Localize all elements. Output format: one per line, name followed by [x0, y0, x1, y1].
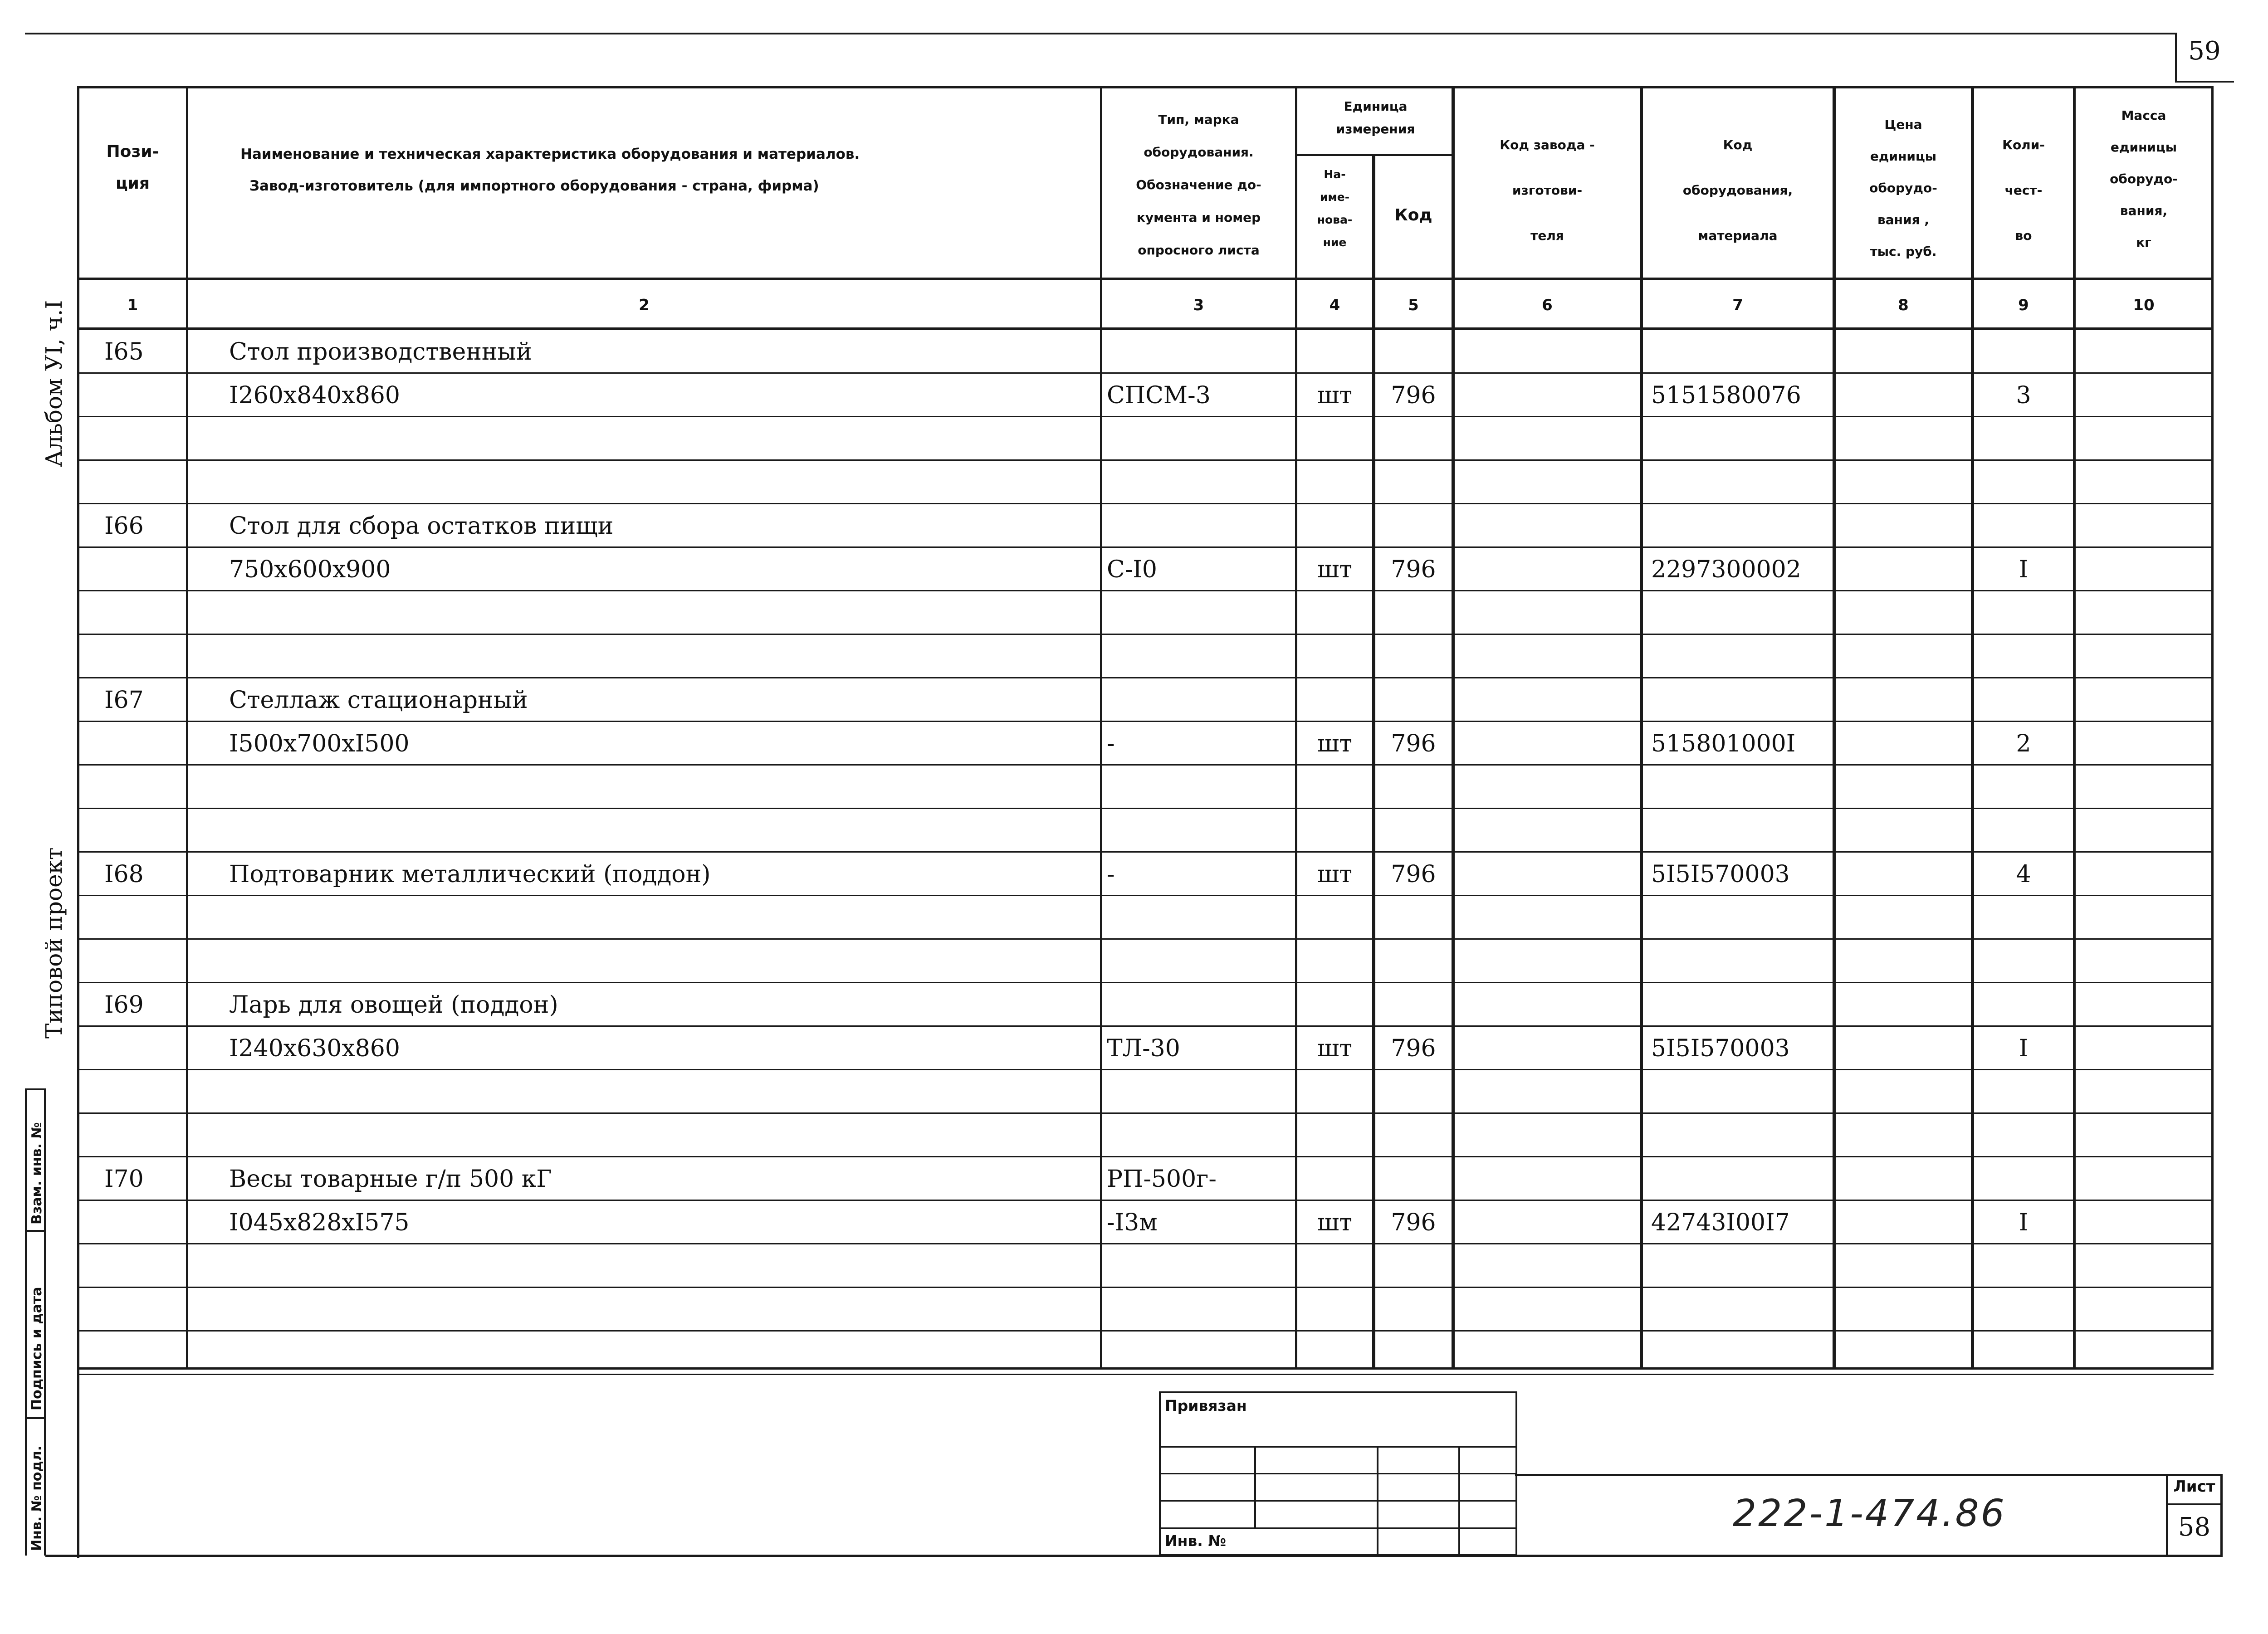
- cell-equip-code: [1651, 1114, 1833, 1157]
- cell-qty: [1974, 461, 2073, 504]
- colnum-6: 6: [1542, 296, 1553, 314]
- stamp-vline-3: [1458, 1446, 1460, 1556]
- cell-type: С-I0: [1107, 556, 1157, 583]
- top-border: [25, 33, 2177, 34]
- cell-name: Ларь для овощей (поддон): [229, 991, 558, 1019]
- cell-code: [1375, 417, 1452, 461]
- cell-pos: [104, 1070, 186, 1114]
- cell-unit: [1297, 809, 1372, 853]
- colnum-8: 8: [1898, 296, 1909, 314]
- sheet-number: 58: [2178, 1512, 2211, 1542]
- cell-unit: шт: [1317, 730, 1353, 757]
- cell-equip-code: 42743I00I7: [1651, 1209, 1790, 1236]
- col-divider-4: [1372, 154, 1375, 1370]
- sidebar-stamp-1: Взам. инв. №: [29, 1122, 45, 1224]
- cell-unit: шт: [1317, 382, 1353, 409]
- cell-type: -I3м: [1107, 1209, 1158, 1236]
- cell-code: [1375, 983, 1452, 1027]
- cell-name: [229, 591, 1091, 635]
- cell-pos: I66: [104, 512, 144, 540]
- cell-code: [1375, 1244, 1452, 1288]
- cell-type: [1107, 1070, 1293, 1114]
- bottom-frame-left: [77, 1367, 79, 1558]
- cell-equip-code: [1651, 1244, 1833, 1288]
- cell-unit: [1297, 1114, 1372, 1157]
- cell-pos: [104, 417, 186, 461]
- cell-unit: [1297, 1244, 1372, 1288]
- header-col10: Масса единицы оборудо- вания, кг: [2110, 108, 2178, 250]
- cell-equip-code: 515801000I: [1651, 730, 1796, 757]
- cell-pos: [104, 1201, 186, 1244]
- cell-qty: [1974, 678, 2073, 722]
- header-col4: На- име- нова- ние: [1317, 168, 1353, 249]
- cell-unit: [1297, 417, 1372, 461]
- colnum-10: 10: [2133, 296, 2155, 314]
- cell-pos: [104, 722, 186, 766]
- cell-unit: шт: [1317, 861, 1353, 888]
- cell-name: [229, 766, 1091, 809]
- cell-equip-code: [1651, 417, 1833, 461]
- cell-type: [1107, 678, 1293, 722]
- cell-code: [1375, 591, 1452, 635]
- cell-name: [229, 1332, 1091, 1375]
- cell-unit: [1297, 1288, 1372, 1332]
- cell-pos: I68: [104, 861, 144, 888]
- stamp-line-4: [1159, 1527, 1517, 1529]
- cell-name: [229, 896, 1091, 940]
- cell-name: [229, 461, 1091, 504]
- header-col3: Тип, марка оборудования. Обозначение до- кумента и номер опросного листа: [1136, 112, 1261, 258]
- cell-code: [1375, 1288, 1452, 1332]
- cell-type: [1107, 417, 1293, 461]
- cell-name: [229, 1288, 1091, 1332]
- cell-code: [1375, 896, 1452, 940]
- cell-pos: [104, 1244, 186, 1288]
- sidebar-project: Типовой проект: [41, 847, 67, 1039]
- colnum-7: 7: [1732, 296, 1743, 314]
- cell-type: СПСМ-3: [1107, 382, 1211, 409]
- cell-pos: I69: [104, 991, 144, 1019]
- cell-equip-code: [1651, 635, 1833, 678]
- cell-code: 796: [1391, 1209, 1436, 1236]
- cell-type: -: [1107, 861, 1115, 888]
- stamp-vline-2: [1377, 1446, 1378, 1556]
- stamp-bound-label: Привязан: [1165, 1397, 1247, 1415]
- bottom-frame-base: [45, 1555, 2223, 1557]
- sheet-label: Лист: [2173, 1478, 2215, 1496]
- cell-equip-code: [1651, 330, 1833, 374]
- stamp-inv-label: Инв. №: [1165, 1532, 1227, 1550]
- cell-name: [229, 809, 1091, 853]
- cell-pos: [104, 548, 186, 591]
- cell-pos: [104, 1027, 186, 1070]
- header-unit-group: Единица измерения: [1336, 99, 1415, 137]
- cell-equip-code: [1651, 591, 1833, 635]
- cell-pos: I65: [104, 338, 144, 366]
- cell-unit: [1297, 591, 1372, 635]
- cell-qty: 2: [2016, 730, 2031, 757]
- header-col1: Пози- ция: [106, 142, 159, 193]
- cell-type: [1107, 983, 1293, 1027]
- cell-equip-code: 5I5I570003: [1651, 861, 1790, 888]
- cell-unit: [1297, 766, 1372, 809]
- colnum-4: 4: [1329, 296, 1340, 314]
- sheet-box-sep: [2166, 1503, 2223, 1505]
- cell-equip-code: [1651, 1332, 1833, 1375]
- cell-type: [1107, 1244, 1293, 1288]
- sidebar-album: Альбом УI, ч.I: [41, 300, 67, 467]
- cell-qty: I: [2019, 1209, 2028, 1236]
- cell-equip-code: [1651, 1070, 1833, 1114]
- document-code: 222-1-474.86: [1733, 1492, 2006, 1535]
- cell-pos: [104, 766, 186, 809]
- cell-name: I045x828xI575: [229, 1209, 410, 1236]
- stamp-line-3: [1159, 1500, 1517, 1502]
- colnum-3: 3: [1193, 296, 1204, 314]
- cell-name: [229, 940, 1091, 983]
- cell-qty: [1974, 1332, 2073, 1375]
- header-col8: Цена единицы оборудо- вания , тыс. руб.: [1869, 117, 1937, 259]
- cell-type: [1107, 461, 1293, 504]
- cell-equip-code: [1651, 678, 1833, 722]
- cell-unit: шт: [1317, 1035, 1353, 1062]
- cell-unit: [1297, 461, 1372, 504]
- colnum-1: 1: [127, 296, 138, 314]
- cell-name: [229, 417, 1091, 461]
- titleblock-top: [1515, 1474, 2223, 1476]
- cell-pos: [104, 809, 186, 853]
- cell-pos: I70: [104, 1166, 144, 1193]
- cell-type: [1107, 1114, 1293, 1157]
- cell-equip-code: [1651, 983, 1833, 1027]
- cell-unit: [1297, 1332, 1372, 1375]
- header-col2: Наименование и техническая характеристика оборудования и материалов. Завод-изготовитель (для импортного оборудования - страна, фирма): [240, 146, 860, 194]
- cell-qty: I: [2019, 556, 2028, 583]
- cell-equip-code: [1651, 940, 1833, 983]
- cell-code: 796: [1391, 861, 1436, 888]
- cell-type: [1107, 504, 1293, 548]
- cell-name: Стол производственный: [229, 338, 532, 366]
- cell-type: [1107, 1332, 1293, 1375]
- cell-qty: 3: [2016, 382, 2031, 409]
- header-col5: Код: [1394, 206, 1432, 224]
- cell-name: I240x630x860: [229, 1035, 400, 1062]
- cell-name: Подтоварник металлический (поддон): [229, 861, 711, 888]
- cell-equip-code: [1651, 809, 1833, 853]
- cell-qty: [1974, 1157, 2073, 1201]
- cell-type: [1107, 635, 1293, 678]
- cell-equip-code: [1651, 766, 1833, 809]
- sidebar-sep-2: [25, 1230, 45, 1232]
- cell-qty: [1974, 504, 2073, 548]
- cell-type: -: [1107, 730, 1115, 757]
- cell-code: [1375, 461, 1452, 504]
- cell-code: [1375, 1332, 1452, 1375]
- cell-name: Стол для сбора остатков пищи: [229, 512, 614, 540]
- cell-code: [1375, 1157, 1452, 1201]
- header-col9: Коли- чест- во: [2002, 137, 2045, 243]
- sidebar-frame-left: [25, 1088, 27, 1556]
- cell-type: [1107, 940, 1293, 983]
- sidebar-sep-1: [25, 1088, 45, 1090]
- cell-qty: [1974, 1070, 2073, 1114]
- cell-pos: [104, 940, 186, 983]
- cell-name: [229, 1244, 1091, 1288]
- cell-type: [1107, 591, 1293, 635]
- cell-unit: шт: [1317, 1209, 1353, 1236]
- cell-pos: [104, 1332, 186, 1375]
- cell-unit: [1297, 330, 1372, 374]
- colnum-2: 2: [639, 296, 650, 314]
- cell-code: [1375, 504, 1452, 548]
- cell-pos: [104, 635, 186, 678]
- cell-code: [1375, 635, 1452, 678]
- cell-qty: 4: [2016, 861, 2031, 888]
- cell-type: [1107, 809, 1293, 853]
- cell-code: 796: [1391, 382, 1436, 409]
- cell-qty: [1974, 983, 2073, 1027]
- bottom-frame-right: [2220, 1474, 2223, 1557]
- cell-name: [229, 635, 1091, 678]
- cell-name: Весы товарные г/п 500 кГ: [229, 1166, 552, 1193]
- cell-name: 750x600x900: [229, 556, 391, 583]
- cell-name: [229, 1114, 1091, 1157]
- cell-qty: [1974, 809, 2073, 853]
- cell-code: 796: [1391, 556, 1436, 583]
- cell-type: РП-500г-: [1107, 1166, 1217, 1193]
- header-bottom-line: [77, 278, 2214, 280]
- cell-pos: I67: [104, 687, 144, 714]
- page-number-top: 59: [2188, 36, 2221, 66]
- cell-code: 796: [1391, 1035, 1436, 1062]
- cell-equip-code: [1651, 896, 1833, 940]
- cell-code: [1375, 940, 1452, 983]
- cell-code: [1375, 1114, 1452, 1157]
- cell-name: I260x840x860: [229, 382, 400, 409]
- header-col7: Код оборудования, материала: [1682, 137, 1793, 243]
- cell-unit: [1297, 504, 1372, 548]
- cell-type: [1107, 766, 1293, 809]
- colnum-5: 5: [1408, 296, 1419, 314]
- cell-qty: [1974, 1288, 2073, 1332]
- cell-name: Стеллаж стационарный: [229, 687, 528, 714]
- cell-unit: [1297, 940, 1372, 983]
- cell-code: [1375, 766, 1452, 809]
- cell-equip-code: 2297300002: [1651, 556, 1801, 583]
- stamp-vline-1: [1254, 1446, 1256, 1527]
- unit-group-divider: [1295, 154, 1454, 156]
- cell-qty: [1974, 417, 2073, 461]
- cell-type: ТЛ-30: [1107, 1035, 1180, 1062]
- sidebar-stamp-3: Инв. № подл.: [29, 1445, 45, 1551]
- cell-qty: [1974, 591, 2073, 635]
- cell-type: [1107, 330, 1293, 374]
- cell-pos: [104, 1288, 186, 1332]
- cell-code: [1375, 678, 1452, 722]
- cell-pos: [104, 1114, 186, 1157]
- cell-pos: [104, 461, 186, 504]
- cell-code: [1375, 809, 1452, 853]
- cell-qty: [1974, 766, 2073, 809]
- sidebar-sep-3: [25, 1417, 45, 1419]
- cell-qty: [1974, 1244, 2073, 1288]
- stamp-line-1: [1159, 1446, 1517, 1448]
- cell-code: [1375, 1070, 1452, 1114]
- cell-qty: I: [2019, 1035, 2028, 1062]
- cell-unit: [1297, 678, 1372, 722]
- cell-unit: шт: [1317, 556, 1353, 583]
- cell-qty: [1974, 896, 2073, 940]
- cell-code: [1375, 330, 1452, 374]
- cell-name: I500x700xI500: [229, 730, 410, 757]
- cell-unit: [1297, 1070, 1372, 1114]
- cell-name: [229, 1070, 1091, 1114]
- cell-pos: [104, 374, 186, 417]
- cell-equip-code: 5I5I570003: [1651, 1035, 1790, 1062]
- colnum-9: 9: [2018, 296, 2029, 314]
- cell-pos: [104, 591, 186, 635]
- cell-type: [1107, 896, 1293, 940]
- cell-pos: [104, 896, 186, 940]
- cell-qty: [1974, 1114, 2073, 1157]
- cell-equip-code: [1651, 461, 1833, 504]
- stamp-line-2: [1159, 1473, 1517, 1474]
- cell-equip-code: [1651, 1157, 1833, 1201]
- cell-type: [1107, 1288, 1293, 1332]
- cell-unit: [1297, 1157, 1372, 1201]
- cell-unit: [1297, 983, 1372, 1027]
- cell-unit: [1297, 635, 1372, 678]
- cell-qty: [1974, 330, 2073, 374]
- cell-code: 796: [1391, 730, 1436, 757]
- cell-unit: [1297, 896, 1372, 940]
- sidebar-stamp-2: Подпись и дата: [29, 1287, 45, 1410]
- header-col6: Код завода - изготови- теля: [1500, 137, 1595, 243]
- cell-equip-code: [1651, 504, 1833, 548]
- cell-equip-code: 5151580076: [1651, 382, 1801, 409]
- cell-qty: [1974, 940, 2073, 983]
- cell-qty: [1974, 635, 2073, 678]
- cell-equip-code: [1651, 1288, 1833, 1332]
